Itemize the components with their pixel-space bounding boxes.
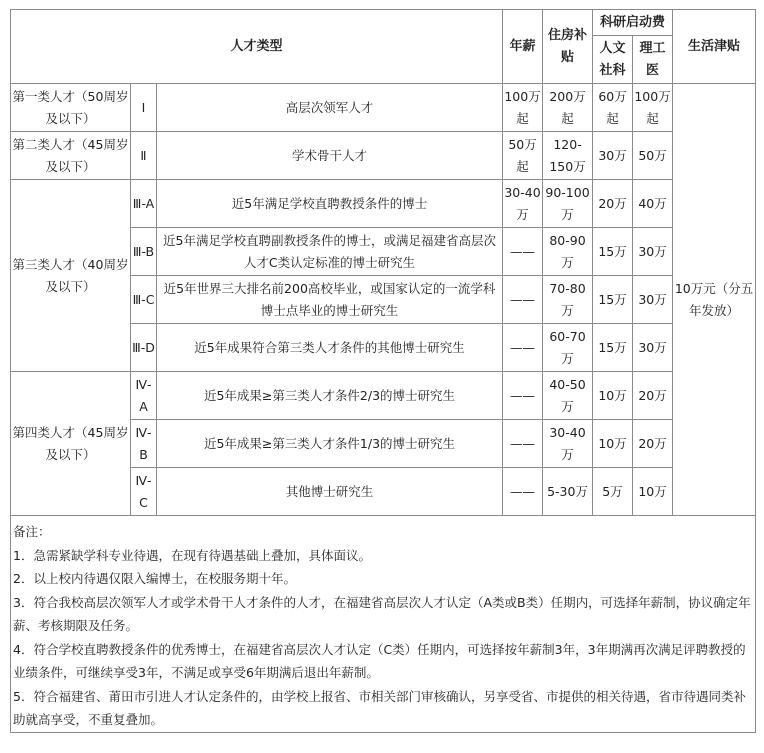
table-row: [11, 84, 756, 132]
row-humanities: 60万起: [593, 84, 633, 132]
row-desc: 近5年成果≥第三类人才条件1/3的博士研究生: [157, 420, 503, 468]
row-humanities: 15万: [593, 228, 633, 276]
row-salary: ——: [503, 372, 543, 420]
notes-title: 备注：: [13, 524, 51, 539]
notes-row: [11, 516, 756, 733]
row-science: 50万: [633, 132, 673, 180]
note-item: 4．符合学校直聘教授条件的优秀博士，在福建省高层次人才认定（C类）任期内，可选择按年薪制3年，3年期满再次满足评聘教授的业绩条件，可继续享受3年，不满足或享受6年期满后退出年薪制。: [13, 641, 746, 680]
row-code: Ⅲ-C: [131, 276, 157, 324]
row-housing: 5-30万: [543, 468, 593, 516]
row-desc: 近5年成果符合第三类人才条件的其他博士研究生: [157, 324, 503, 372]
header-science: 理工医: [633, 36, 673, 84]
row-science: 100万起: [633, 84, 673, 132]
row-housing: 120-150万: [543, 132, 593, 180]
tier-name: 第一类人才（50周岁及以下）: [11, 84, 131, 132]
row-salary: 30-40万: [503, 180, 543, 228]
row-salary: 50万起: [503, 132, 543, 180]
header-salary: 年薪: [503, 10, 543, 84]
row-housing: 40-50万: [543, 372, 593, 420]
row-humanities: 15万: [593, 324, 633, 372]
tier-name: 第二类人才（45周岁及以下）: [11, 132, 131, 180]
header-research: 科研启动费: [593, 10, 673, 36]
row-salary: 100万起: [503, 84, 543, 132]
row-salary: ——: [503, 276, 543, 324]
table-row: [11, 132, 756, 180]
row-code: Ⅲ-D: [131, 324, 157, 372]
row-code: Ⅳ-C: [131, 468, 157, 516]
row-code: Ⅳ-A: [131, 372, 157, 420]
row-salary: ——: [503, 324, 543, 372]
tier-name: 第三类人才（40周岁及以下）: [11, 180, 131, 372]
row-salary: ——: [503, 228, 543, 276]
row-humanities: 10万: [593, 372, 633, 420]
row-science: 40万: [633, 180, 673, 228]
note-item: 2．以上校内待遇仅限入编博士，在校服务期十年。: [13, 571, 296, 586]
row-salary: ——: [503, 468, 543, 516]
row-science: 20万: [633, 372, 673, 420]
table-row: [11, 372, 756, 420]
talent-benefits-table: [10, 9, 756, 733]
note-item: 3．符合我校高层次领军人才或学术骨干人才条件的人才，在福建省高层次人才认定（A类或B类）任期内，可选择年薪制，协议确定年薪、考核期限及任务。: [13, 594, 751, 633]
table-body: [11, 84, 756, 733]
table-row: [11, 180, 756, 228]
row-humanities: 30万: [593, 132, 633, 180]
row-humanities: 20万: [593, 180, 633, 228]
header-humanities: 人文社科: [593, 36, 633, 84]
row-desc: 近5年成果≥第三类人才条件2/3的博士研究生: [157, 372, 503, 420]
row-housing: 60-70万: [543, 324, 593, 372]
row-desc: 学术骨干人才: [157, 132, 503, 180]
notes-cell: [11, 516, 756, 733]
header-housing: 住房补贴: [543, 10, 593, 84]
row-humanities: 15万: [593, 276, 633, 324]
row-code: Ⅱ: [131, 132, 157, 180]
living-allowance: 10万元（分五年发放）: [673, 84, 756, 516]
row-science: 10万: [633, 468, 673, 516]
row-humanities: 10万: [593, 420, 633, 468]
tier-name: 第四类人才（45周岁及以下）: [11, 372, 131, 516]
note-item: 1．急需紧缺学科专业待遇，在现有待遇基础上叠加，具体面议。: [13, 547, 371, 563]
row-code: Ⅳ-B: [131, 420, 157, 468]
row-salary: ——: [503, 420, 543, 468]
row-science: 30万: [633, 228, 673, 276]
header-category: 人才类型: [11, 10, 503, 84]
header-living: 生活津贴: [673, 10, 756, 84]
row-code: Ⅰ: [131, 84, 157, 132]
row-housing: 70-80万: [543, 276, 593, 324]
talent-table-container: [10, 9, 756, 733]
row-housing: 90-100万: [543, 180, 593, 228]
row-science: 30万: [633, 324, 673, 372]
row-desc: 近5年满足学校直聘教授条件的博士: [157, 180, 503, 228]
row-code: Ⅲ-B: [131, 228, 157, 276]
note-item: 5．符合福建省、莆田市引进人才认定条件的，由学校上报省、市相关部门审核确认，另享受省、市提供的相关待遇，省市待遇同类补助就高享受，不重复叠加。: [13, 688, 746, 727]
row-humanities: 5万: [593, 468, 633, 516]
row-housing: 80-90万: [543, 228, 593, 276]
row-desc: 高层次领军人才: [157, 84, 503, 132]
row-desc: 近5年满足学校直聘副教授条件的博士，或满足福建省高层次人才C类认定标准的博士研究生: [157, 228, 503, 276]
row-science: 30万: [633, 276, 673, 324]
row-housing: 200万起: [543, 84, 593, 132]
row-science: 20万: [633, 420, 673, 468]
row-desc: 其他博士研究生: [157, 468, 503, 516]
row-code: Ⅲ-A: [131, 180, 157, 228]
row-desc: 近5年世界三大排名前200高校毕业，或国家认定的一流学科博士点毕业的博士研究生: [157, 276, 503, 324]
row-housing: 30-40万: [543, 420, 593, 468]
